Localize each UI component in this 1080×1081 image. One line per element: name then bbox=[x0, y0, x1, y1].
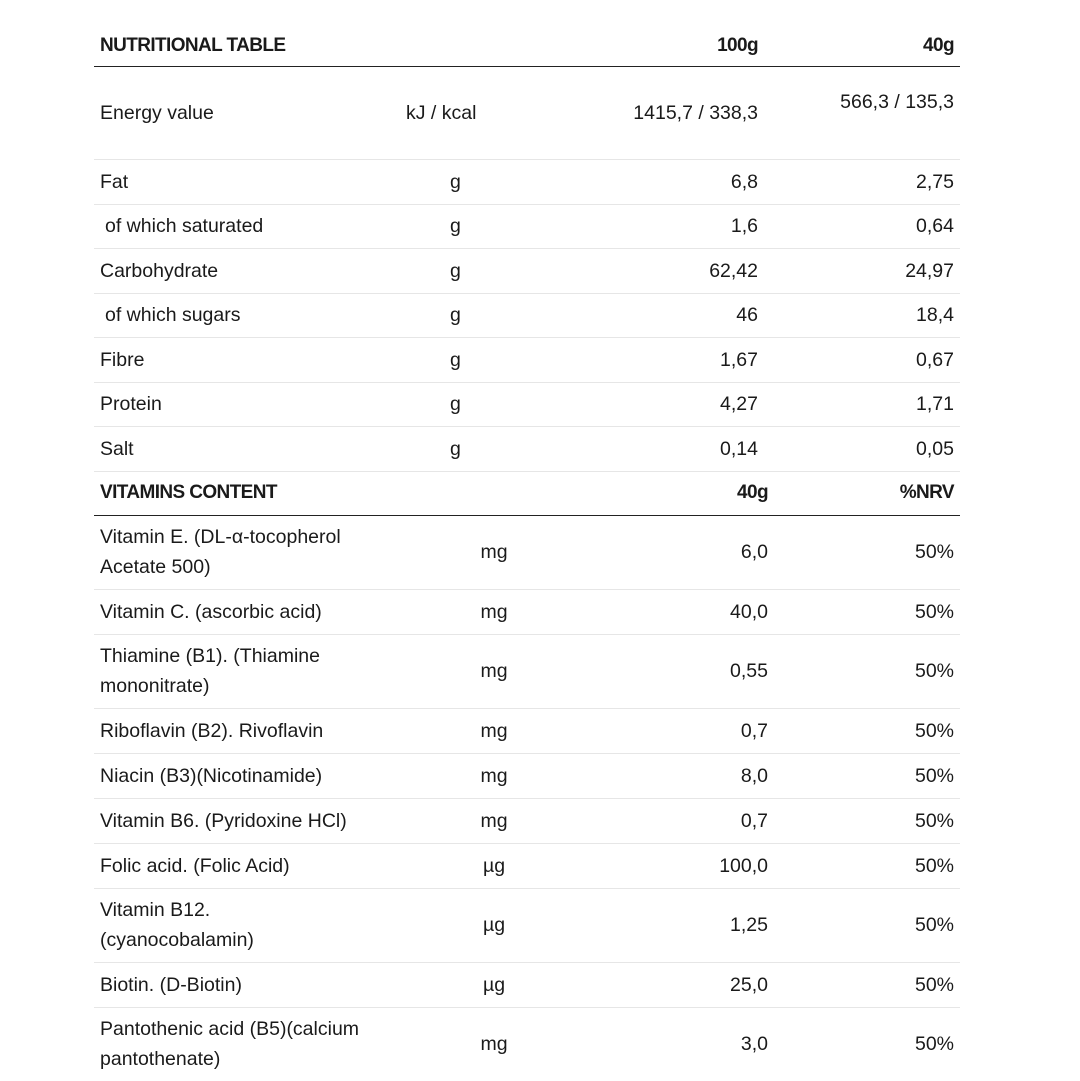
vitamin-unit: mg bbox=[394, 708, 594, 753]
table-row bbox=[94, 888, 960, 962]
nutrient-unit: g bbox=[394, 382, 514, 427]
vitamin-name: Vitamin B12. (cyanocobalamin) bbox=[94, 888, 394, 962]
table-row bbox=[94, 753, 960, 798]
nutritional-table-title: NUTRITIONAL TABLE bbox=[94, 26, 394, 67]
table-row bbox=[94, 67, 960, 160]
value-100g: 4,27 bbox=[514, 382, 758, 427]
vitamin-name: Biotin. (D-Biotin) bbox=[94, 962, 394, 1007]
value-nrv: 50% bbox=[774, 634, 960, 708]
value-100g: 1,67 bbox=[514, 338, 758, 383]
value-40g: 0,05 bbox=[758, 427, 960, 472]
value-40g: 0,67 bbox=[758, 338, 960, 383]
nutrient-name: Carbohydrate bbox=[94, 249, 394, 294]
value-100g: 0,14 bbox=[514, 427, 758, 472]
value-40g: 1,25 bbox=[594, 888, 774, 962]
table-row bbox=[94, 843, 960, 888]
value-nrv: 50% bbox=[774, 843, 960, 888]
table-row bbox=[94, 1007, 960, 1081]
value-nrv: 50% bbox=[774, 798, 960, 843]
nutrient-name: of which sugars bbox=[94, 293, 394, 338]
nutrient-unit: kJ / kcal bbox=[394, 67, 514, 160]
value-nrv: 50% bbox=[774, 515, 960, 589]
nutritional-table bbox=[94, 26, 960, 472]
table-row bbox=[94, 798, 960, 843]
value-100g: 62,42 bbox=[514, 249, 758, 294]
vitamin-name: Thiamine (B1). (Thiamine mononitrate) bbox=[94, 634, 394, 708]
vitamin-unit: µg bbox=[394, 888, 594, 962]
vitamin-unit: mg bbox=[394, 634, 594, 708]
vitamin-unit: mg bbox=[394, 753, 594, 798]
value-100g: 46 bbox=[514, 293, 758, 338]
value-40g: 566,3 / 135,3 bbox=[758, 67, 960, 160]
value-nrv: 50% bbox=[774, 888, 960, 962]
value-40g: 1,71 bbox=[758, 382, 960, 427]
nutrient-unit: g bbox=[394, 293, 514, 338]
vitamins-table-title: VITAMINS CONTENT bbox=[94, 472, 394, 516]
value-40g: 100,0 bbox=[594, 843, 774, 888]
vitamin-unit: mg bbox=[394, 798, 594, 843]
vitamin-name: Niacin (B3)(Nicotinamide) bbox=[94, 753, 394, 798]
nutrient-name: Protein bbox=[94, 382, 394, 427]
table-row bbox=[94, 293, 960, 338]
vitamin-name: Folic acid. (Folic Acid) bbox=[94, 843, 394, 888]
vitamin-name: Vitamin E. (DL-α-tocopherol Acetate 500) bbox=[94, 515, 394, 589]
nutrient-name: Fat bbox=[94, 160, 394, 205]
vitamin-name: Riboflavin (B2). Rivoflavin bbox=[94, 708, 394, 753]
value-100g: 6,8 bbox=[514, 160, 758, 205]
value-nrv: 50% bbox=[774, 962, 960, 1007]
vitamin-unit: mg bbox=[394, 515, 594, 589]
value-40g: 0,7 bbox=[594, 798, 774, 843]
value-nrv: 50% bbox=[914, 1033, 954, 1055]
vitamin-name: Vitamin C. (ascorbic acid) bbox=[94, 589, 394, 634]
value-nrv: 50% bbox=[774, 589, 960, 634]
value-100g: 1415,7 / 338,3 bbox=[514, 67, 758, 160]
value-40g: 8,0 bbox=[594, 753, 774, 798]
table-row bbox=[94, 515, 960, 589]
table-row bbox=[94, 708, 960, 753]
value-40g: 25,0 bbox=[594, 962, 774, 1007]
value-40g: 3,0 bbox=[740, 1033, 768, 1055]
value-40g: 24,97 bbox=[758, 249, 960, 294]
nutrient-unit: g bbox=[394, 427, 514, 472]
nutrient-unit: g bbox=[394, 160, 514, 205]
table-row bbox=[94, 382, 960, 427]
vitamin-unit: µg bbox=[394, 843, 594, 888]
nutrient-unit: g bbox=[394, 338, 514, 383]
value-40g: 40,0 bbox=[594, 589, 774, 634]
vitamin-unit: mg bbox=[480, 1033, 508, 1055]
value-40g: 18,4 bbox=[758, 293, 960, 338]
column-header-100g: 100g bbox=[514, 26, 758, 67]
column-header-nrv: %NRV bbox=[774, 472, 960, 516]
table-row bbox=[94, 634, 960, 708]
value-40g: 0,7 bbox=[594, 708, 774, 753]
nutritional-table-header bbox=[94, 26, 960, 67]
vitamin-name: Pantothenic acid (B5)(calcium pantothenate) bbox=[100, 1018, 360, 1070]
column-header-40g: 40g bbox=[594, 472, 774, 516]
value-nrv: 50% bbox=[774, 753, 960, 798]
vitamins-table bbox=[94, 472, 960, 1081]
value-100g: 1,6 bbox=[514, 204, 758, 249]
value-40g: 2,75 bbox=[758, 160, 960, 205]
table-row bbox=[94, 160, 960, 205]
table-row bbox=[94, 427, 960, 472]
nutrient-name: Salt bbox=[94, 427, 394, 472]
table-row bbox=[94, 249, 960, 294]
nutrition-panel bbox=[94, 26, 960, 1081]
nutrient-unit: g bbox=[394, 204, 514, 249]
table-row bbox=[94, 338, 960, 383]
column-header-40g: 40g bbox=[758, 26, 960, 67]
nutrient-name: Energy value bbox=[94, 67, 394, 160]
value-40g: 0,55 bbox=[594, 634, 774, 708]
table-row bbox=[94, 204, 960, 249]
table-row bbox=[94, 589, 960, 634]
vitamin-unit: mg bbox=[394, 589, 594, 634]
nutrient-name: Fibre bbox=[94, 338, 394, 383]
value-nrv: 50% bbox=[774, 708, 960, 753]
nutrient-name: of which saturated bbox=[94, 204, 394, 249]
table-row bbox=[94, 962, 960, 1007]
value-40g: 0,64 bbox=[758, 204, 960, 249]
vitamins-table-header bbox=[94, 472, 960, 516]
value-40g: 6,0 bbox=[594, 515, 774, 589]
vitamin-name: Vitamin B6. (Pyridoxine HCl) bbox=[94, 798, 394, 843]
vitamin-unit: µg bbox=[394, 962, 594, 1007]
nutrient-unit: g bbox=[394, 249, 514, 294]
